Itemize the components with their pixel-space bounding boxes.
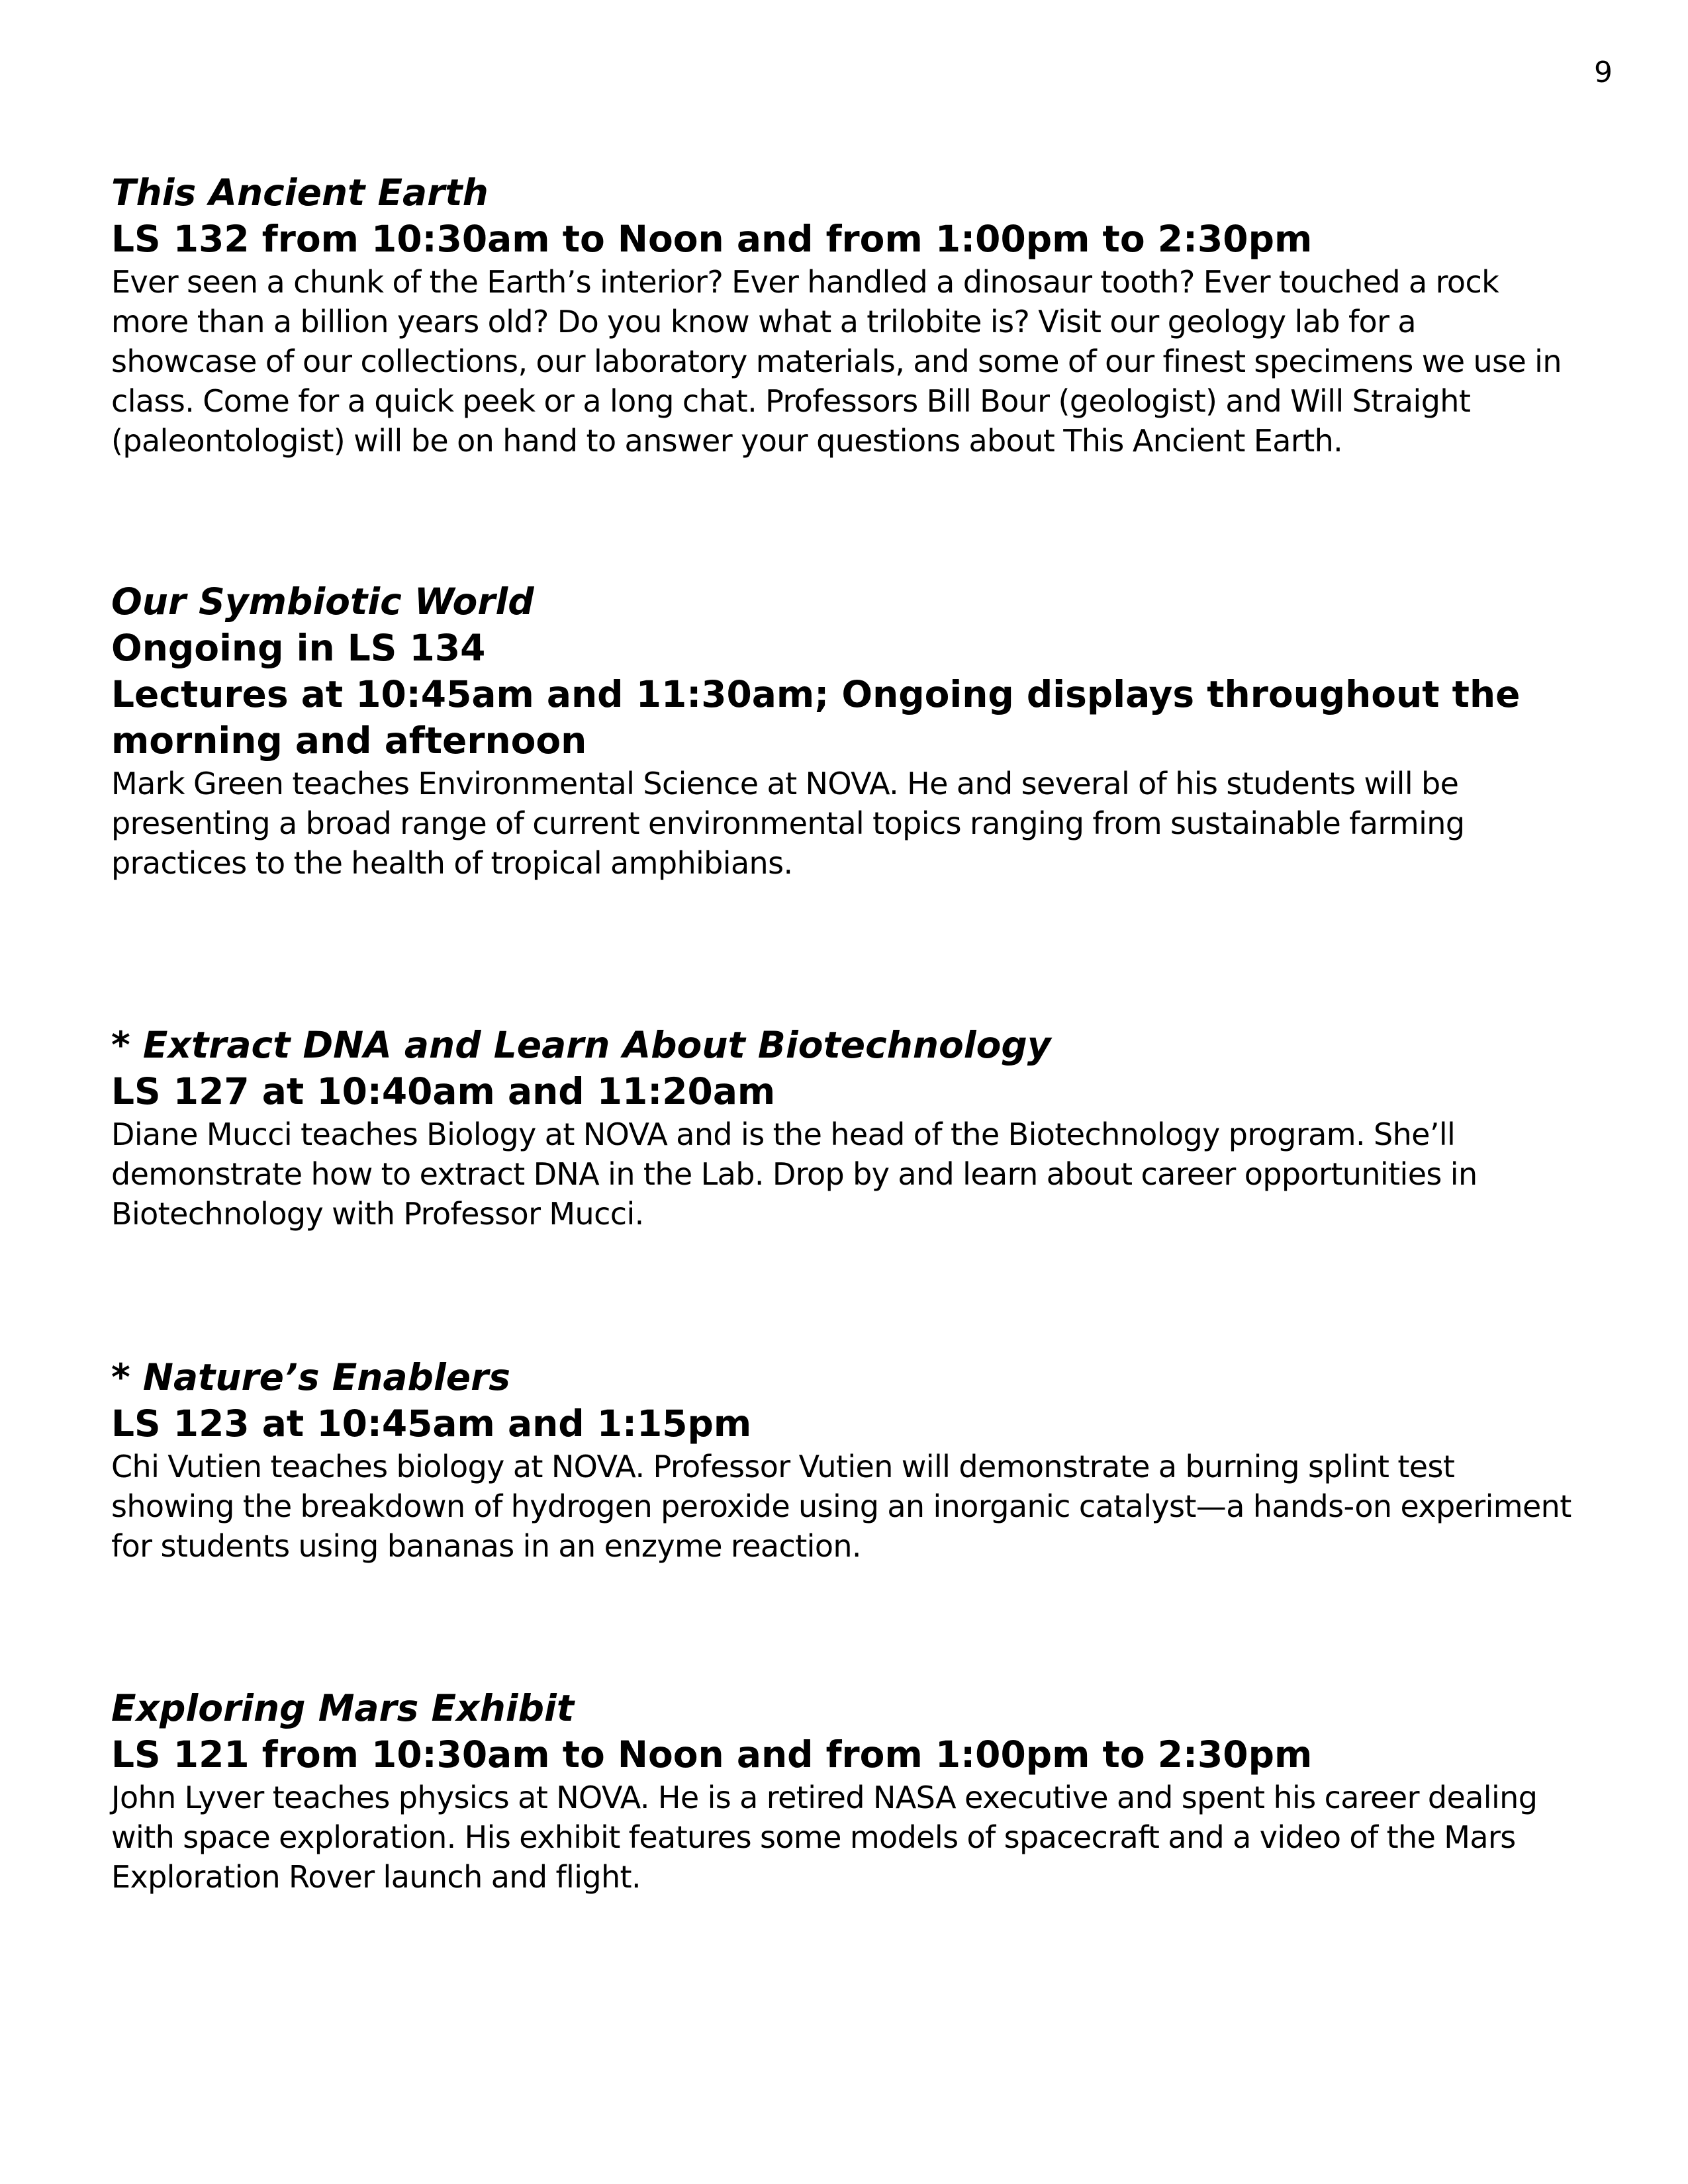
description-line: Biotechnology with Professor Mucci.	[111, 1196, 644, 1232]
section-title: * Nature’s Enablers	[111, 1356, 510, 1398]
description-line: Mark Green teaches Environmental Science at NOVA. He and several of his students will be	[111, 766, 1459, 801]
section-location-time: LS 121 from 10:30am to Noon and from 1:00pm to 2:30pm	[111, 1733, 1313, 1776]
description-line: with space exploration. His exhibit features some models of spacecraft and a video of the Mars	[111, 1819, 1516, 1855]
section-this-ancient-earth	[111, 169, 1568, 461]
description-line: presenting a broad range of current environmental topics ranging from sustainable farming	[111, 805, 1465, 841]
section-schedule: Lectures at 10:45am and 11:30am; Ongoing displays throughout the	[111, 673, 1521, 715]
description-line: showcase of our collections, our laboratory materials, and some of our finest specimens we use in	[111, 343, 1562, 379]
description-line: practices to the health of tropical amphibians.	[111, 845, 793, 881]
section-our-symbiotic-world	[111, 578, 1568, 883]
section-title: This Ancient Earth	[111, 171, 489, 214]
page-number: 9	[1594, 56, 1613, 89]
section-title: Exploring Mars Exhibit	[111, 1687, 575, 1729]
section-description	[111, 262, 1568, 461]
description-line: Exploration Rover launch and flight.	[111, 1859, 641, 1895]
section-description	[111, 1115, 1568, 1234]
description-line: John Lyver teaches physics at NOVA. He is a retired NASA executive and spent his career dealing	[111, 1780, 1538, 1815]
section-exploring-mars	[111, 1685, 1568, 1897]
description-line: more than a billion years old? Do you know what a trilobite is? Visit our geology lab for a	[111, 304, 1417, 340]
section-description	[111, 764, 1568, 883]
description-line: Ever seen a chunk of the Earth’s interior? Ever handled a dinosaur tooth? Ever touched a rock	[111, 264, 1499, 300]
description-line: demonstrate how to extract DNA in the Lab. Drop by and learn about career opportunities in	[111, 1156, 1477, 1192]
section-title: Our Symbiotic World	[111, 580, 534, 623]
section-description	[111, 1778, 1568, 1897]
section-natures-enablers	[111, 1354, 1571, 1566]
section-schedule-continued: morning and afternoon	[111, 719, 587, 762]
section-location-time: LS 123 at 10:45am and 1:15pm	[111, 1402, 752, 1445]
description-line: Diane Mucci teaches Biology at NOVA and is the head of the Biotechnology program. She’ll	[111, 1116, 1456, 1152]
description-line: (paleontologist) will be on hand to answer your questions about This Ancient Earth.	[111, 423, 1343, 459]
description-line: class. Come for a quick peek or a long chat. Professors Bill Bour (geologist) and Will Straight	[111, 383, 1471, 419]
description-line: for students using bananas in an enzyme reaction.	[111, 1528, 861, 1564]
section-description	[111, 1447, 1571, 1566]
section-location: Ongoing in LS 134	[111, 627, 486, 669]
description-line: showing the breakdown of hydrogen peroxide using an inorganic catalyst—a hands-on experiment	[111, 1488, 1571, 1524]
description-line: Chi Vutien teaches biology at NOVA. Professor Vutien will demonstrate a burning splint test	[111, 1449, 1455, 1484]
section-title: * Extract DNA and Learn About Biotechnology	[111, 1024, 1051, 1066]
section-location-time: LS 132 from 10:30am to Noon and from 1:00pm to 2:30pm	[111, 218, 1313, 260]
section-extract-dna	[111, 1022, 1568, 1234]
section-location-time: LS 127 at 10:40am and 11:20am	[111, 1070, 776, 1113]
